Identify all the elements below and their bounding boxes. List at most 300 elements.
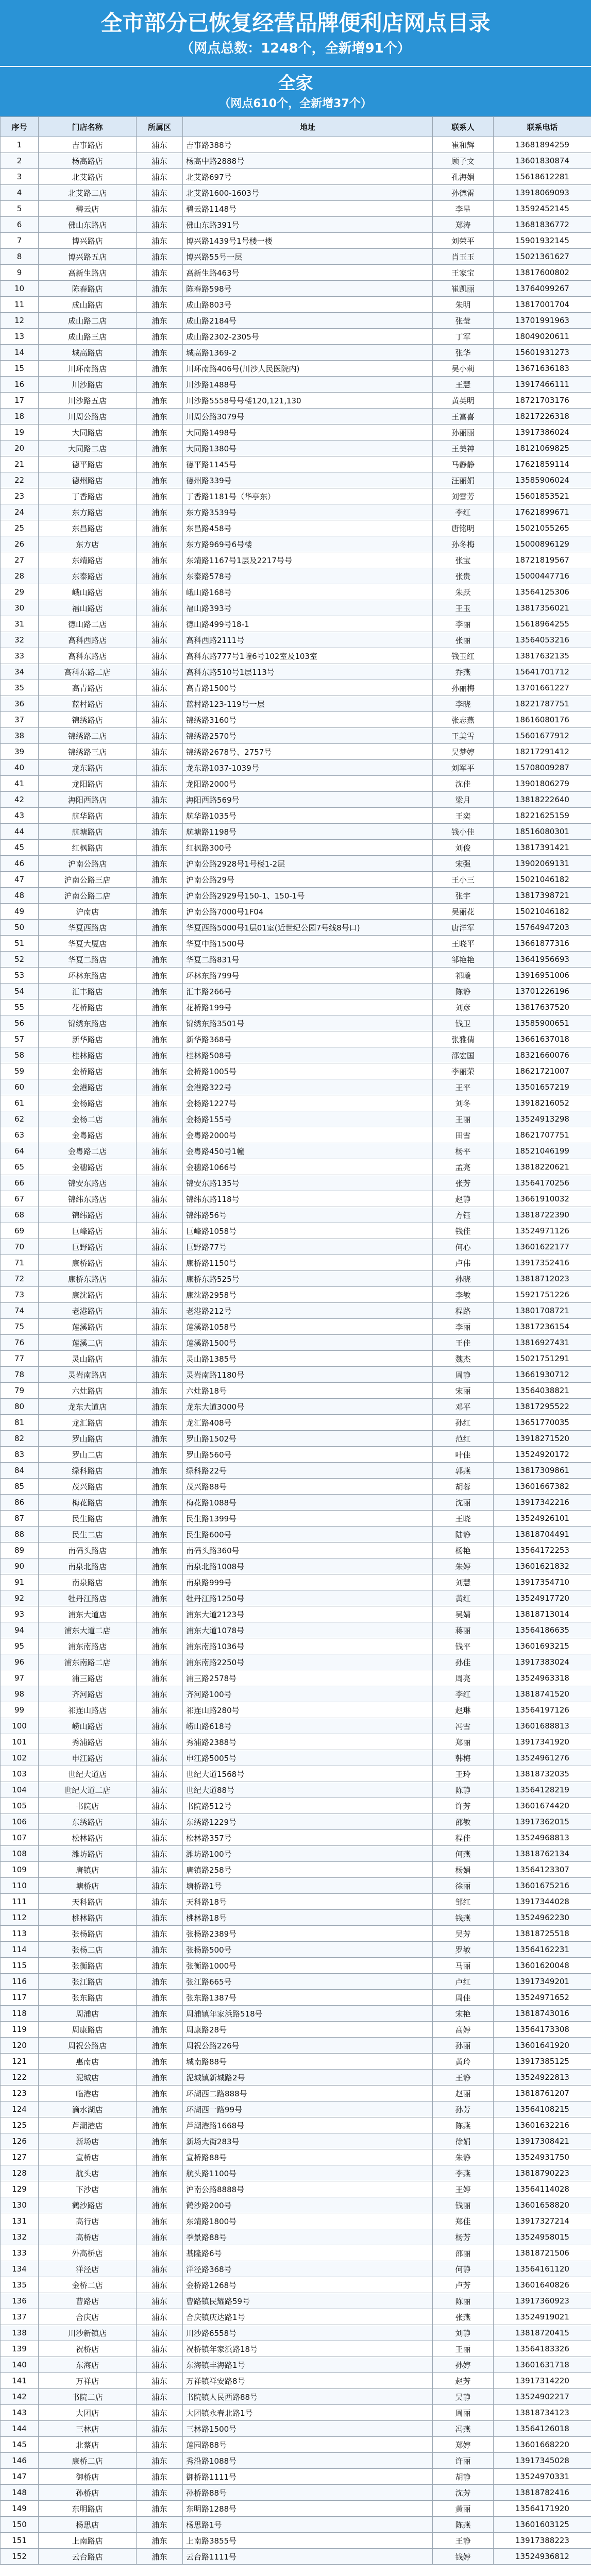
cell-district: 浦东 <box>137 1175 183 1191</box>
table-row <box>1 2293 591 2309</box>
cell-address: 峨山路168号 <box>183 584 433 600</box>
cell-district: 浦东 <box>137 2373 183 2389</box>
cell-phone: 13564183326 <box>494 2341 591 2357</box>
cell-contact: 周静 <box>433 1367 494 1383</box>
cell-index: 149 <box>1 2501 39 2517</box>
table-row <box>1 2229 591 2245</box>
cell-phone: 15021751291 <box>494 1351 591 1367</box>
cell-contact: 邹艳艳 <box>433 952 494 968</box>
cell-index: 150 <box>1 2517 39 2533</box>
cell-contact: 张燕 <box>433 2309 494 2325</box>
cell-index: 89 <box>1 1543 39 1558</box>
cell-store-name: 佛山东路店 <box>39 217 137 233</box>
table-row <box>1 217 591 233</box>
table-row <box>1 904 591 920</box>
cell-contact: 杨娟 <box>433 1862 494 1878</box>
cell-address: 南泉北路1008号 <box>183 1558 433 1574</box>
cell-contact: 杨芳 <box>433 2229 494 2245</box>
cell-phone: 13564173308 <box>494 2022 591 2038</box>
cell-address: 城南路88号 <box>183 2054 433 2070</box>
cell-address: 浦东南路1036号 <box>183 1638 433 1654</box>
table-row <box>1 137 591 153</box>
cell-index: 46 <box>1 856 39 872</box>
cell-district: 浦东 <box>137 1958 183 1974</box>
cell-phone: 13818762134 <box>494 1846 591 1862</box>
cell-address: 张杨路500号 <box>183 1942 433 1958</box>
cell-store-name: 民生二店 <box>39 1527 137 1543</box>
cell-store-name: 康沈路店 <box>39 1287 137 1303</box>
cell-contact: 王慧 <box>433 377 494 393</box>
cell-index: 133 <box>1 2245 39 2261</box>
cell-district: 浦东 <box>137 1351 183 1367</box>
cell-store-name: 六灶路店 <box>39 1383 137 1399</box>
table-row <box>1 936 591 952</box>
cell-phone: 15021046182 <box>494 904 591 920</box>
table-row <box>1 1638 591 1654</box>
cell-index: 120 <box>1 2038 39 2054</box>
cell-store-name: 东靖路店 <box>39 552 137 568</box>
cell-contact: 李星 <box>433 201 494 217</box>
cell-store-name: 东海店 <box>39 2357 137 2373</box>
cell-phone: 13818732035 <box>494 1766 591 1782</box>
cell-index: 134 <box>1 2261 39 2277</box>
table-row <box>1 345 591 361</box>
cell-district: 浦东 <box>137 1543 183 1558</box>
cell-address: 金港路322号 <box>183 1079 433 1095</box>
table-row <box>1 2549 591 2565</box>
table-row <box>1 824 591 840</box>
cell-index: 109 <box>1 1862 39 1878</box>
cell-index: 54 <box>1 984 39 999</box>
cell-store-name: 上南路店 <box>39 2533 137 2549</box>
cell-address: 秀沿路1088号 <box>183 2453 433 2469</box>
cell-index: 99 <box>1 1702 39 1718</box>
cell-contact: 吴小莉 <box>433 361 494 377</box>
cell-address: 北艾路1600-1603号 <box>183 185 433 201</box>
cell-address: 高新生路463号 <box>183 265 433 281</box>
cell-store-name: 沪南公路二店 <box>39 888 137 904</box>
cell-district: 浦东 <box>137 2501 183 2517</box>
table-row <box>1 472 591 488</box>
cell-index: 151 <box>1 2533 39 2549</box>
brand-summary: （网点610个，全新增37个） <box>219 97 372 110</box>
cell-district: 浦东 <box>137 137 183 153</box>
cell-district: 浦东 <box>137 345 183 361</box>
table-row <box>1 1383 591 1399</box>
cell-phone: 13818743016 <box>494 2006 591 2022</box>
cell-contact: 唐洋军 <box>433 920 494 936</box>
cell-contact: 钱佳 <box>433 1223 494 1239</box>
table-row <box>1 600 591 616</box>
cell-district: 浦东 <box>137 808 183 824</box>
cell-phone: 13918216052 <box>494 1095 591 1111</box>
table-row <box>1 856 591 872</box>
cell-contact: 马静静 <box>433 456 494 472</box>
cell-address: 东泰路578号 <box>183 568 433 584</box>
cell-address: 世纪大道1568号 <box>183 1766 433 1782</box>
cell-store-name: 碧云店 <box>39 201 137 217</box>
cell-store-name: 博兴路五店 <box>39 249 137 265</box>
cell-index: 100 <box>1 1718 39 1734</box>
cell-phone: 13564171920 <box>494 2501 591 2517</box>
cell-index: 16 <box>1 377 39 393</box>
cell-phone: 13917386024 <box>494 425 591 440</box>
cell-phone: 13902069131 <box>494 856 591 872</box>
cell-store-name: 航头店 <box>39 2165 137 2181</box>
table-row <box>1 1622 591 1638</box>
store-table <box>0 116 591 2565</box>
cell-phone: 13585906024 <box>494 472 591 488</box>
cell-contact: 卢伟 <box>433 1255 494 1271</box>
cell-phone: 13701661227 <box>494 680 591 696</box>
cell-phone: 13524917720 <box>494 1590 591 1606</box>
cell-contact: 王富喜 <box>433 409 494 425</box>
cell-district: 浦东 <box>137 1638 183 1654</box>
cell-district: 浦东 <box>137 2549 183 2565</box>
cell-store-name: 峨山路店 <box>39 584 137 600</box>
cell-address: 沪南公路2928号1号楼1-2层 <box>183 856 433 872</box>
cell-address: 东明路1288号 <box>183 2501 433 2517</box>
cell-store-name: 周浦店 <box>39 2006 137 2022</box>
cell-phone: 13564123307 <box>494 1862 591 1878</box>
cell-store-name: 莲溪路店 <box>39 1319 137 1335</box>
cell-district: 浦东 <box>137 920 183 936</box>
table-row <box>1 1798 591 1814</box>
cell-store-name: 天科路店 <box>39 1894 137 1910</box>
cell-contact: 王美神 <box>433 440 494 456</box>
cell-district: 浦东 <box>137 2070 183 2086</box>
cell-district: 浦东 <box>137 1718 183 1734</box>
cell-index: 10 <box>1 281 39 297</box>
cell-district: 浦东 <box>137 1383 183 1399</box>
cell-index: 47 <box>1 872 39 888</box>
cell-index: 73 <box>1 1287 39 1303</box>
store-table-body <box>1 137 591 2565</box>
cell-store-name: 城高路店 <box>39 345 137 361</box>
cell-store-name: 成山路二店 <box>39 313 137 329</box>
cell-store-name: 松林路店 <box>39 1830 137 1846</box>
cell-address: 六灶路18号 <box>183 1383 433 1399</box>
cell-phone: 18621707751 <box>494 1127 591 1143</box>
cell-index: 32 <box>1 632 39 648</box>
cell-contact: 王玉 <box>433 600 494 616</box>
cell-district: 浦东 <box>137 2181 183 2197</box>
cell-phone: 18049020611 <box>494 329 591 345</box>
cell-contact: 王晓平 <box>433 936 494 952</box>
table-row <box>1 1303 591 1319</box>
cell-phone: 13917342216 <box>494 1495 591 1511</box>
table-header-row <box>1 117 591 137</box>
cell-district: 浦东 <box>137 1990 183 2006</box>
cell-phone: 13818782416 <box>494 2485 591 2501</box>
cell-store-name: 灵岩南路店 <box>39 1367 137 1383</box>
table-row <box>1 2373 591 2389</box>
cell-phone: 13661877316 <box>494 936 591 952</box>
cell-store-name: 新场店 <box>39 2133 137 2149</box>
cell-district: 浦东 <box>137 1399 183 1415</box>
cell-address: 莲溪路1058号 <box>183 1319 433 1335</box>
cell-phone: 13917385125 <box>494 2054 591 2070</box>
cell-phone: 15601853521 <box>494 488 591 504</box>
cell-index: 96 <box>1 1654 39 1670</box>
cell-address: 锦绣路2678号、2757号 <box>183 744 433 760</box>
cell-store-name: 周康路店 <box>39 2022 137 2038</box>
table-row <box>1 2261 591 2277</box>
cell-store-name: 锦绣路二店 <box>39 728 137 744</box>
cell-index: 71 <box>1 1255 39 1271</box>
cell-index: 105 <box>1 1798 39 1814</box>
cell-phone: 13701991963 <box>494 313 591 329</box>
cell-index: 80 <box>1 1399 39 1415</box>
cell-store-name: 绿科路店 <box>39 1463 137 1479</box>
cell-district: 浦东 <box>137 2485 183 2501</box>
cell-contact: 郑婷 <box>433 2437 494 2453</box>
table-row <box>1 1367 591 1383</box>
table-row <box>1 520 591 536</box>
cell-contact: 李红 <box>433 504 494 520</box>
cell-index: 127 <box>1 2149 39 2165</box>
cell-store-name: 鹤沙路店 <box>39 2197 137 2213</box>
cell-district: 浦东 <box>137 249 183 265</box>
cell-phone: 13917308421 <box>494 2133 591 2149</box>
cell-index: 116 <box>1 1974 39 1990</box>
cell-store-name: 吉事路店 <box>39 137 137 153</box>
cell-address: 孙桥路88号 <box>183 2485 433 2501</box>
cell-store-name: 秀浦路店 <box>39 1734 137 1750</box>
table-row <box>1 377 591 393</box>
cell-district: 浦东 <box>137 1127 183 1143</box>
cell-phone: 13601621832 <box>494 1558 591 1574</box>
cell-district: 浦东 <box>137 1047 183 1063</box>
cell-store-name: 金桥二店 <box>39 2277 137 2293</box>
cell-district: 浦东 <box>137 1223 183 1239</box>
cell-index: 8 <box>1 249 39 265</box>
cell-contact: 冯燕 <box>433 2421 494 2437</box>
cell-index: 56 <box>1 1015 39 1031</box>
cell-address: 桃林路18号 <box>183 1910 433 1926</box>
table-row <box>1 1750 591 1766</box>
cell-address: 佛山东路391号 <box>183 217 433 233</box>
cell-address: 齐河路100号 <box>183 1686 433 1702</box>
cell-district: 浦东 <box>137 217 183 233</box>
cell-store-name: 锦绣路店 <box>39 712 137 728</box>
cell-district: 浦东 <box>137 2389 183 2405</box>
cell-district: 浦东 <box>137 1606 183 1622</box>
table-row <box>1 2070 591 2086</box>
table-row <box>1 393 591 409</box>
cell-district: 浦东 <box>137 1143 183 1159</box>
cell-phone: 18217226318 <box>494 409 591 425</box>
cell-address: 泥城镇新城路2号 <box>183 2070 433 2086</box>
cell-phone: 13817001704 <box>494 297 591 313</box>
table-row <box>1 2357 591 2373</box>
cell-district: 浦东 <box>137 664 183 680</box>
cell-phone: 13817632135 <box>494 648 591 664</box>
cell-index: 39 <box>1 744 39 760</box>
cell-phone: 13564161120 <box>494 2261 591 2277</box>
table-row <box>1 1063 591 1079</box>
cell-address: 东海镇丰海路1号 <box>183 2357 433 2373</box>
cell-phone: 13524962230 <box>494 1910 591 1926</box>
cell-phone: 13764099267 <box>494 281 591 297</box>
cell-address: 博兴路55号一层 <box>183 249 433 265</box>
page-subtitle: （网点总数：1248个，全新增91个） <box>180 41 411 56</box>
cell-store-name: 高科西路店 <box>39 632 137 648</box>
cell-index: 91 <box>1 1574 39 1590</box>
cell-contact: 刘军平 <box>433 760 494 776</box>
cell-store-name: 金港路店 <box>39 1079 137 1095</box>
cell-store-name: 川沙路店 <box>39 377 137 393</box>
cell-store-name: 丁香路店 <box>39 488 137 504</box>
cell-address: 书院镇人民西路88号 <box>183 2389 433 2405</box>
cell-index: 115 <box>1 1958 39 1974</box>
cell-phone: 13816927431 <box>494 1335 591 1351</box>
cell-address: 宣桥路88号 <box>183 2149 433 2165</box>
table-row <box>1 2533 591 2549</box>
cell-address: 祁连山路280号 <box>183 1702 433 1718</box>
cell-district: 浦东 <box>137 696 183 712</box>
table-row <box>1 1878 591 1894</box>
cell-store-name: 张杨路店 <box>39 1926 137 1942</box>
table-row <box>1 1766 591 1782</box>
cell-contact: 李丽荣 <box>433 1063 494 1079</box>
cell-phone: 13661910032 <box>494 1191 591 1207</box>
cell-district: 浦东 <box>137 1734 183 1750</box>
cell-address: 茂兴路88号 <box>183 1479 433 1495</box>
cell-contact: 胡静 <box>433 2469 494 2485</box>
cell-contact: 魏杰 <box>433 1351 494 1367</box>
cell-district: 浦东 <box>137 1063 183 1079</box>
cell-phone: 13681836772 <box>494 217 591 233</box>
cell-contact: 吴婧 <box>433 1606 494 1622</box>
cell-contact: 许丽 <box>433 2453 494 2469</box>
table-row <box>1 1942 591 1958</box>
cell-phone: 13564053216 <box>494 632 591 648</box>
cell-store-name: 陈春路店 <box>39 281 137 297</box>
cell-phone: 13641956693 <box>494 952 591 968</box>
cell-district: 浦东 <box>137 409 183 425</box>
cell-contact: 张宝 <box>433 552 494 568</box>
cell-address: 丁香路1181号（华亭东） <box>183 488 433 504</box>
cell-store-name: 滴水湖店 <box>39 2102 137 2117</box>
cell-district: 浦东 <box>137 568 183 584</box>
cell-index: 138 <box>1 2325 39 2341</box>
cell-district: 浦东 <box>137 504 183 520</box>
table-row <box>1 792 591 808</box>
cell-district: 浦东 <box>137 1894 183 1910</box>
cell-contact: 韩梅 <box>433 1750 494 1766</box>
cell-phone: 15000447716 <box>494 568 591 584</box>
cell-contact: 孙芳 <box>433 2102 494 2117</box>
cell-address: 成山路803号 <box>183 297 433 313</box>
cell-contact: 杨平 <box>433 1143 494 1159</box>
cell-district: 浦东 <box>137 1431 183 1447</box>
cell-phone: 13818222640 <box>494 792 591 808</box>
cell-store-name: 杨思店 <box>39 2517 137 2533</box>
cell-index: 75 <box>1 1319 39 1335</box>
cell-phone: 15764947203 <box>494 920 591 936</box>
cell-contact: 钱平 <box>433 1638 494 1654</box>
table-row <box>1 297 591 313</box>
cell-index: 145 <box>1 2437 39 2453</box>
cell-store-name: 金穗路店 <box>39 1159 137 1175</box>
cell-contact: 唐铭明 <box>433 520 494 536</box>
cell-contact: 孙红 <box>433 1415 494 1431</box>
cell-index: 101 <box>1 1734 39 1750</box>
cell-contact: 马丽 <box>433 1958 494 1974</box>
cell-store-name: 罗山二店 <box>39 1447 137 1463</box>
cell-store-name: 博兴路店 <box>39 233 137 249</box>
table-row <box>1 1431 591 1447</box>
cell-phone: 13818712023 <box>494 1271 591 1287</box>
cell-store-name: 浦三路店 <box>39 1670 137 1686</box>
cell-district: 浦东 <box>137 1574 183 1590</box>
cell-district: 浦东 <box>137 1974 183 1990</box>
cell-store-name: 锦绣东路店 <box>39 1015 137 1031</box>
cell-store-name: 张江路店 <box>39 1974 137 1990</box>
cell-index: 85 <box>1 1479 39 1495</box>
cell-phone: 13917383024 <box>494 1654 591 1670</box>
cell-phone: 13564197126 <box>494 1702 591 1718</box>
cell-contact: 王婷 <box>433 2181 494 2197</box>
column-header-contact: 联系人 <box>433 117 494 137</box>
cell-index: 130 <box>1 2197 39 2213</box>
cell-address: 张衡路1000号 <box>183 1958 433 1974</box>
cell-phone: 15708009287 <box>494 760 591 776</box>
cell-address: 合庆镇庆达路1号 <box>183 2309 433 2325</box>
cell-store-name: 下沙店 <box>39 2181 137 2197</box>
cell-phone: 13901806279 <box>494 776 591 792</box>
cell-address: 莲溪路1500号 <box>183 1335 433 1351</box>
cell-phone: 13601640826 <box>494 2277 591 2293</box>
cell-index: 44 <box>1 824 39 840</box>
cell-address: 申江路5005号 <box>183 1750 433 1766</box>
cell-district: 浦东 <box>137 1558 183 1574</box>
cell-store-name: 御桥店 <box>39 2469 137 2485</box>
table-row <box>1 2197 591 2213</box>
cell-phone: 13601641920 <box>494 2038 591 2054</box>
cell-address: 沪南公路2929号150-1、150-1号 <box>183 888 433 904</box>
cell-address: 汇丰路266号 <box>183 984 433 999</box>
cell-index: 123 <box>1 2086 39 2102</box>
cell-store-name: 崂山路店 <box>39 1718 137 1734</box>
column-header-district: 所属区 <box>137 117 183 137</box>
cell-contact: 邵敏 <box>433 1814 494 1830</box>
cell-store-name: 高行店 <box>39 2213 137 2229</box>
cell-address: 金粤路2000号 <box>183 1127 433 1143</box>
cell-district: 浦东 <box>137 1702 183 1718</box>
cell-address: 莲园路88号 <box>183 2437 433 2453</box>
cell-store-name: 梅花路店 <box>39 1495 137 1511</box>
cell-address: 浦东南路2250号 <box>183 1654 433 1670</box>
cell-index: 4 <box>1 185 39 201</box>
table-row <box>1 185 591 201</box>
table-row <box>1 504 591 520</box>
cell-district: 浦东 <box>137 425 183 440</box>
cell-district: 浦东 <box>137 1511 183 1527</box>
cell-address: 周浦镇年家浜路518号 <box>183 2006 433 2022</box>
cell-district: 浦东 <box>137 1750 183 1766</box>
cell-store-name: 浦东大道二店 <box>39 1622 137 1638</box>
cell-index: 41 <box>1 776 39 792</box>
cell-address: 绿科路22号 <box>183 1463 433 1479</box>
cell-address: 川环南路406号(川沙人民医院内) <box>183 361 433 377</box>
cell-phone: 13817309861 <box>494 1463 591 1479</box>
cell-contact: 陈丽 <box>433 2293 494 2309</box>
table-row <box>1 361 591 377</box>
brand-name: 全家 <box>278 73 313 94</box>
cell-index: 66 <box>1 1175 39 1191</box>
